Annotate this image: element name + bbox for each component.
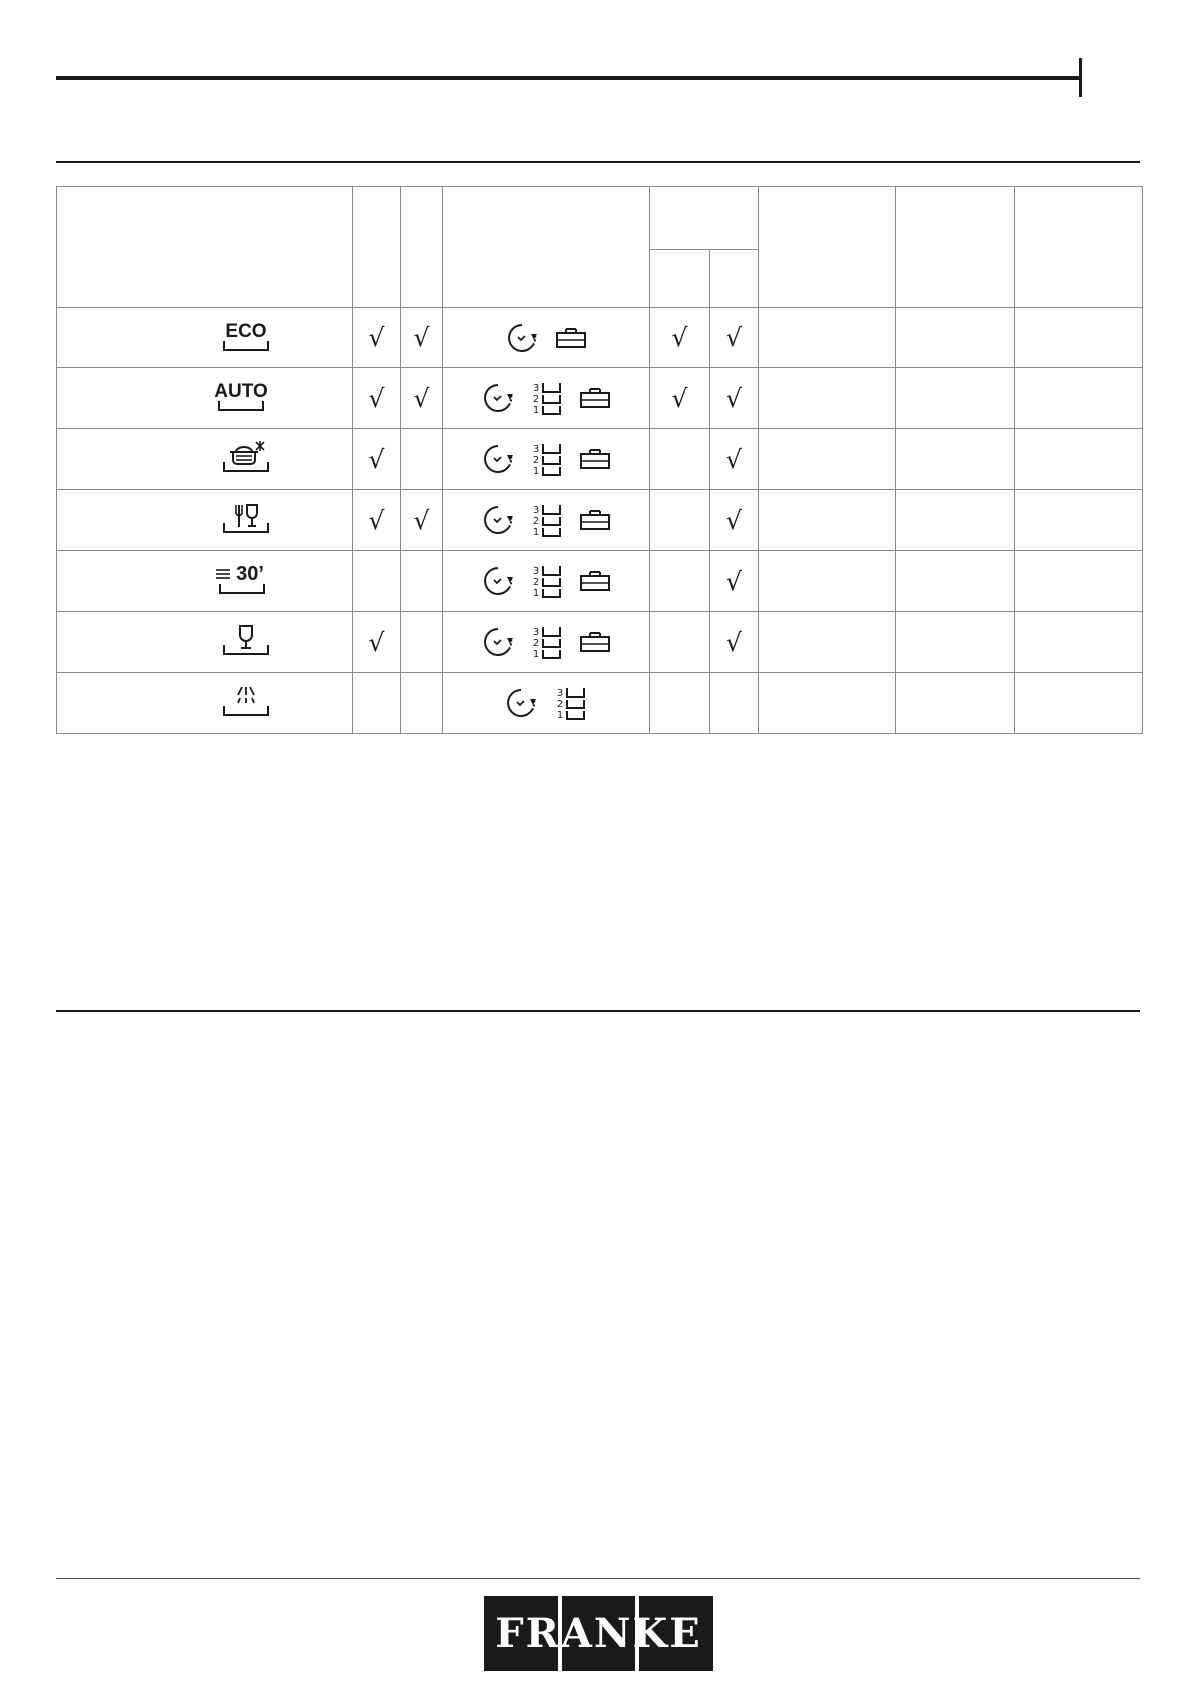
header-col-2 bbox=[401, 187, 443, 308]
header-rule bbox=[56, 76, 1081, 80]
rack-number: 3 bbox=[532, 566, 540, 577]
table-row bbox=[57, 612, 1143, 673]
cell-col-1 bbox=[353, 673, 401, 734]
header-col-5 bbox=[759, 187, 896, 308]
cell-col-3 bbox=[650, 551, 710, 612]
rack-selection-icon bbox=[531, 624, 563, 660]
cell-col-4: √ bbox=[710, 551, 759, 612]
delay-start-icon bbox=[482, 504, 514, 536]
cell-col-1: √ bbox=[353, 612, 401, 673]
cell-col-4: √ bbox=[710, 368, 759, 429]
cell-col-2 bbox=[401, 612, 443, 673]
cell-col-1: √ bbox=[353, 429, 401, 490]
rack-number: 1 bbox=[532, 588, 540, 599]
header-group bbox=[650, 187, 759, 250]
delay-start-icon bbox=[506, 322, 538, 354]
cell-col-2 bbox=[401, 673, 443, 734]
program-label: 30’ bbox=[236, 563, 264, 585]
rack-selection-icon bbox=[531, 441, 563, 477]
cell-col-1: √ bbox=[353, 308, 401, 368]
cell-col-1: √ bbox=[353, 368, 401, 429]
cell-col-5 bbox=[759, 490, 896, 551]
cell-col-7 bbox=[1015, 429, 1143, 490]
rack-selection-icon bbox=[531, 502, 563, 538]
header-col-7 bbox=[1015, 187, 1143, 308]
options-cell bbox=[443, 308, 650, 368]
cell-col-2 bbox=[401, 429, 443, 490]
delay-start-icon bbox=[505, 687, 537, 719]
program-cell bbox=[57, 612, 353, 673]
program-cell bbox=[57, 308, 353, 368]
header-group-sub-2 bbox=[710, 250, 759, 308]
table-row bbox=[57, 429, 1143, 490]
rack-number: 3 bbox=[532, 444, 540, 455]
intensive-pot-icon bbox=[222, 440, 270, 478]
rack-selection-icon bbox=[555, 685, 587, 721]
rack-number: 1 bbox=[532, 527, 540, 538]
tablet-icon bbox=[580, 510, 610, 530]
cell-col-6 bbox=[896, 490, 1015, 551]
glass-program-icon bbox=[222, 623, 270, 661]
cell-col-5 bbox=[759, 308, 896, 368]
options-cell bbox=[443, 368, 650, 429]
cell-col-4: √ bbox=[710, 612, 759, 673]
rack-number: 2 bbox=[532, 394, 540, 405]
header-tick bbox=[1079, 58, 1082, 97]
options-cell bbox=[443, 429, 650, 490]
cell-col-4: √ bbox=[710, 429, 759, 490]
quick-30-icon bbox=[214, 562, 270, 600]
delay-start-icon bbox=[482, 382, 514, 414]
header-col-1 bbox=[353, 187, 401, 308]
section-rule-middle bbox=[56, 1010, 1140, 1012]
cell-col-7 bbox=[1015, 490, 1143, 551]
rack-number: 2 bbox=[556, 699, 563, 710]
options-cell bbox=[443, 612, 650, 673]
footer-rule bbox=[56, 1578, 1140, 1579]
cell-col-2: √ bbox=[401, 490, 443, 551]
cell-col-3: √ bbox=[650, 368, 710, 429]
rack-number: 1 bbox=[532, 649, 540, 660]
cell-col-3 bbox=[650, 612, 710, 673]
cell-col-7 bbox=[1015, 308, 1143, 368]
rack-number: 2 bbox=[532, 516, 540, 527]
cell-col-3 bbox=[650, 490, 710, 551]
cell-col-3 bbox=[650, 673, 710, 734]
auto-program-icon bbox=[212, 379, 270, 417]
rack-number: 3 bbox=[532, 383, 540, 394]
header-program bbox=[57, 187, 353, 308]
cell-col-1 bbox=[353, 551, 401, 612]
program-cell bbox=[57, 490, 353, 551]
delay-start-icon bbox=[482, 565, 514, 597]
program-cell bbox=[57, 551, 353, 612]
tablet-icon bbox=[580, 632, 610, 652]
tablet-icon bbox=[580, 571, 610, 591]
prewash-icon bbox=[222, 684, 270, 722]
rack-number: 2 bbox=[532, 455, 540, 466]
cell-col-2: √ bbox=[401, 308, 443, 368]
rack-number: 3 bbox=[556, 688, 563, 699]
table-row bbox=[57, 368, 1143, 429]
table-row bbox=[57, 490, 1143, 551]
brand-logo bbox=[484, 1596, 713, 1671]
eco-program-icon bbox=[222, 319, 270, 357]
delay-start-icon bbox=[482, 443, 514, 475]
program-label: AUTO bbox=[214, 381, 268, 402]
program-cell bbox=[57, 429, 353, 490]
cell-col-4 bbox=[710, 673, 759, 734]
rack-selection-icon bbox=[531, 563, 563, 599]
tablet-icon bbox=[580, 388, 610, 408]
program-label: ECO bbox=[225, 320, 267, 342]
cell-col-6 bbox=[896, 673, 1015, 734]
options-cell bbox=[443, 490, 650, 551]
cell-col-6 bbox=[896, 308, 1015, 368]
table-row bbox=[57, 673, 1143, 734]
cell-col-7 bbox=[1015, 551, 1143, 612]
section-rule-top bbox=[56, 161, 1140, 163]
table-row bbox=[57, 551, 1143, 612]
rack-selection-icon bbox=[531, 380, 563, 416]
delay-start-icon bbox=[482, 626, 514, 658]
cell-col-6 bbox=[896, 368, 1015, 429]
header-group-sub-1 bbox=[650, 250, 710, 308]
cell-col-6 bbox=[896, 551, 1015, 612]
cell-col-7 bbox=[1015, 673, 1143, 734]
program-cell bbox=[57, 368, 353, 429]
programs-table bbox=[56, 186, 1143, 734]
cell-col-6 bbox=[896, 612, 1015, 673]
cell-col-6 bbox=[896, 429, 1015, 490]
table-header-row bbox=[57, 187, 1143, 250]
brand-name: FRANKE bbox=[495, 1609, 702, 1657]
rack-number: 3 bbox=[532, 505, 540, 516]
rack-number: 1 bbox=[532, 405, 540, 416]
options-cell bbox=[443, 551, 650, 612]
cell-col-2: √ bbox=[401, 368, 443, 429]
table-row bbox=[57, 308, 1143, 368]
rack-number: 1 bbox=[532, 466, 540, 477]
cell-col-4: √ bbox=[710, 308, 759, 368]
cell-col-5 bbox=[759, 612, 896, 673]
header-col-6 bbox=[896, 187, 1015, 308]
cell-col-7 bbox=[1015, 612, 1143, 673]
cell-col-4: √ bbox=[710, 490, 759, 551]
rack-number: 2 bbox=[532, 577, 540, 588]
rack-number: 1 bbox=[556, 710, 563, 721]
cell-col-5 bbox=[759, 368, 896, 429]
cell-col-5 bbox=[759, 551, 896, 612]
cell-col-3: √ bbox=[650, 308, 710, 368]
cell-col-5 bbox=[759, 673, 896, 734]
tablet-icon bbox=[556, 328, 586, 348]
tablet-icon bbox=[580, 449, 610, 469]
rack-number: 2 bbox=[532, 638, 540, 649]
options-cell bbox=[443, 673, 650, 734]
cell-col-1: √ bbox=[353, 490, 401, 551]
cutlery-glass-icon bbox=[222, 501, 270, 539]
header-options bbox=[443, 187, 650, 308]
cell-col-2 bbox=[401, 551, 443, 612]
cell-col-5 bbox=[759, 429, 896, 490]
rack-number: 3 bbox=[532, 627, 540, 638]
program-cell bbox=[57, 673, 353, 734]
cell-col-7 bbox=[1015, 368, 1143, 429]
cell-col-3 bbox=[650, 429, 710, 490]
